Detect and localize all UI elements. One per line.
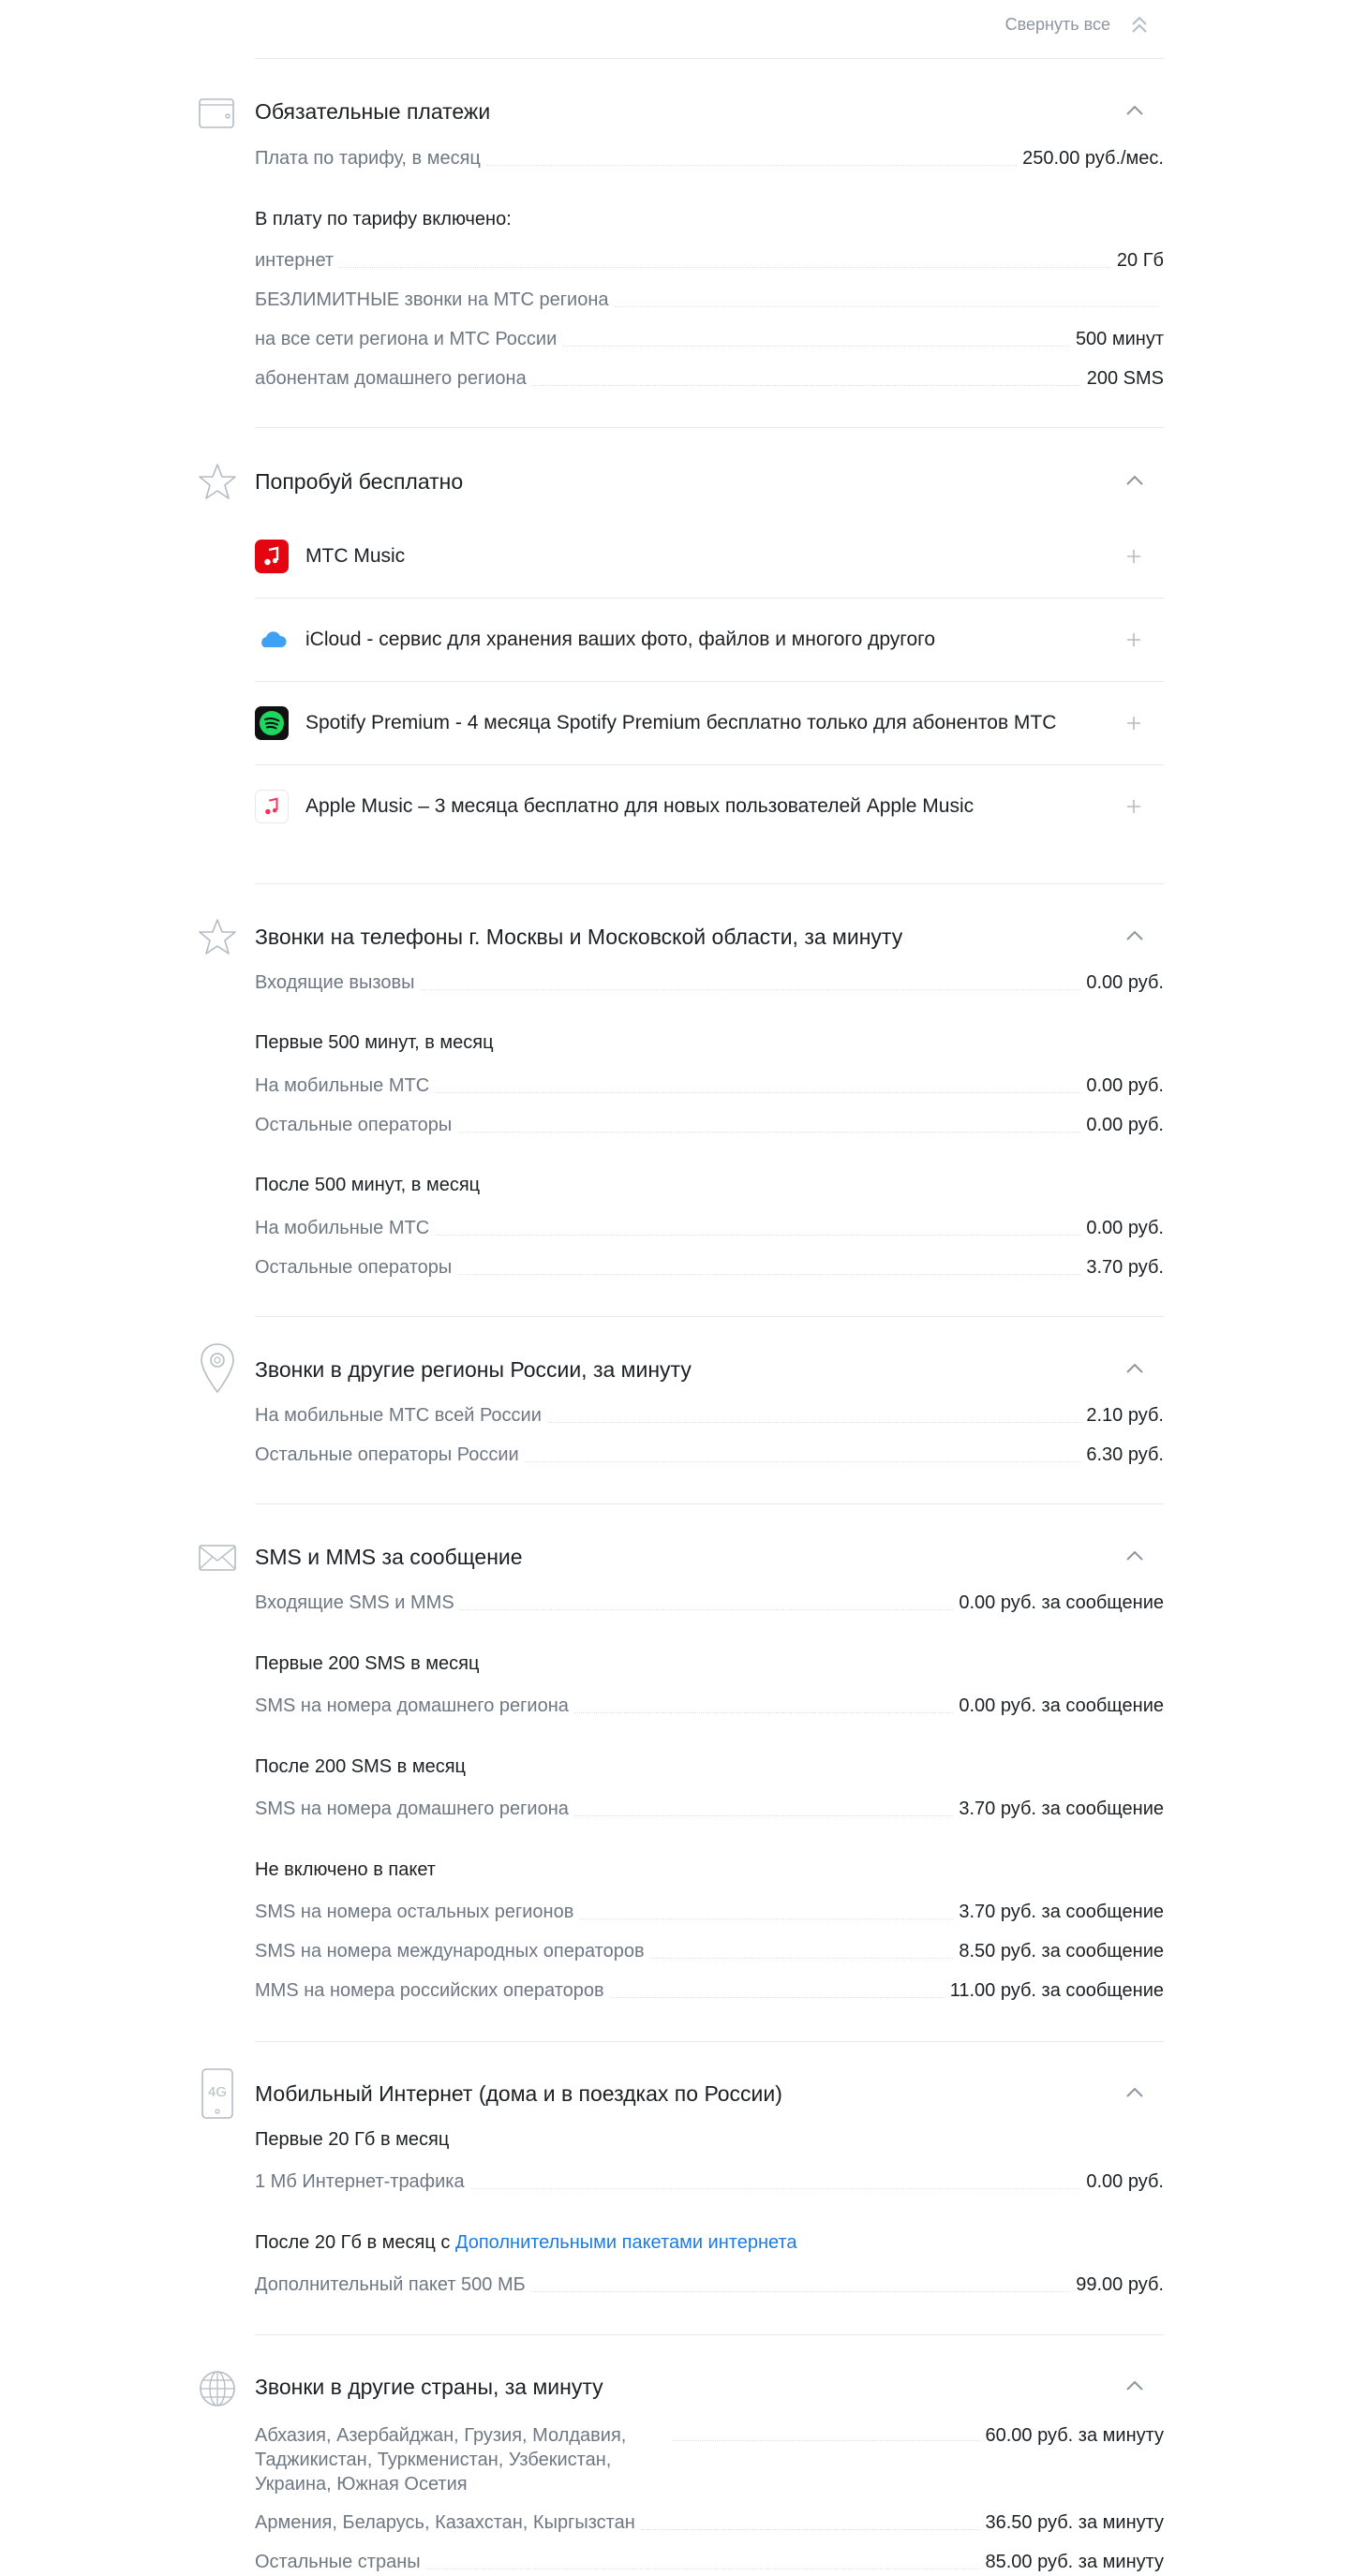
- row-label: Армения, Беларусь, Казахстан, Кыргызстан: [255, 2512, 635, 2533]
- trial-item-icloud[interactable]: [255, 599, 1164, 681]
- price-row: [255, 1110, 1164, 1138]
- divider: [255, 427, 1164, 428]
- trial-item-label: МТС Music: [305, 545, 406, 567]
- row-value: 3.70 руб. за сообщение: [959, 1799, 1164, 1819]
- row-label: БЕЗЛИМИТНЫЕ звонки на МТС региона: [255, 289, 609, 310]
- row-label: На мобильные МТС: [255, 1218, 430, 1238]
- row-label: Абхазия, Азербайджан, Грузия, Молдавия, Таджикистан, Туркменистан, Узбекистан, Украина, Южная Осетия: [255, 2425, 627, 2495]
- extra-packages-link[interactable]: Дополнительными пакетами интернета: [454, 2232, 797, 2253]
- price-row: [255, 1440, 1164, 1468]
- section-title-regions-calls: Звонки в другие регионы России, за минуту: [255, 1357, 692, 1382]
- row-value: 2.10 руб.: [1086, 1405, 1164, 1426]
- subheading: После 500 минут, в месяц: [255, 1175, 481, 1195]
- double-chevron-up-icon: [1129, 13, 1150, 36]
- row-value: 0.00 руб. за сообщение: [959, 1592, 1164, 1613]
- row-label: интернет: [255, 250, 335, 271]
- row-label: Остальные операторы: [255, 1115, 453, 1135]
- row-value: 3.70 руб. за сообщение: [959, 1902, 1164, 1922]
- row-value: 3.70 руб.: [1086, 1257, 1164, 1278]
- price-row: [255, 1071, 1164, 1099]
- star-icon: [197, 916, 238, 959]
- location-pin-icon: [197, 1341, 238, 1396]
- row-label: Дополнительный пакет 500 МБ: [255, 2274, 526, 2295]
- row-label: Остальные страны: [255, 2552, 421, 2572]
- row-value: 500 минут: [1075, 329, 1164, 349]
- price-row: [255, 968, 1164, 996]
- mts-music-icon: [255, 540, 289, 573]
- section-title-trial: Попробуй бесплатно: [255, 469, 464, 494]
- section-title-sms: SMS и MMS за сообщение: [255, 1545, 523, 1569]
- row-value: 250.00 руб./мес.: [1022, 148, 1164, 169]
- row-value: 6.30 руб.: [1086, 1444, 1164, 1465]
- row-value: 8.50 руб. за сообщение: [959, 1941, 1164, 1962]
- price-row: [255, 2167, 1164, 2195]
- row-value: 0.00 руб.: [1086, 1075, 1164, 1096]
- subheading-included: В плату по тарифу включено:: [255, 209, 512, 229]
- plus-icon[interactable]: [1124, 714, 1143, 733]
- apple-music-icon: [255, 790, 289, 823]
- row-value: 20 Гб: [1116, 250, 1164, 271]
- price-row: [255, 1213, 1164, 1241]
- chevron-up-icon[interactable]: [1124, 474, 1145, 487]
- row-label: Плата по тарифу, в месяц: [255, 148, 481, 169]
- icloud-icon: [255, 623, 289, 657]
- subheading: Первые 500 минут, в месяц: [255, 1032, 494, 1053]
- included-row: [255, 245, 1164, 274]
- price-row: [255, 1976, 1164, 2004]
- wallet-icon: [197, 92, 238, 135]
- divider: [255, 883, 1164, 884]
- divider: [255, 1503, 1164, 1504]
- trial-item-spotify[interactable]: [255, 682, 1164, 764]
- section-title-mandatory: Обязательные платежи: [255, 99, 491, 124]
- collapse-all-button[interactable]: [1000, 9, 1150, 39]
- price-row: [255, 1794, 1164, 1822]
- divider: [255, 2334, 1164, 2335]
- price-row: [255, 1897, 1164, 1925]
- row-label: Входящие вызовы: [255, 972, 415, 993]
- row-label: Остальные операторы: [255, 1257, 453, 1278]
- price-row: [255, 1400, 1164, 1429]
- price-row: [255, 1588, 1164, 1616]
- row-value: 99.00 руб.: [1076, 2274, 1164, 2295]
- row-label: На мобильные МТС: [255, 1075, 430, 1096]
- subheading: После 200 SMS в месяц: [255, 1756, 467, 1777]
- row-label: Остальные операторы России: [255, 1444, 519, 1465]
- chevron-up-icon[interactable]: [1124, 104, 1145, 117]
- price-row: [255, 2270, 1164, 2298]
- section-title-moscow-calls: Звонки на телефоны г. Москвы и Московской области, за минуту: [255, 925, 903, 949]
- trial-item-label: Apple Music – 3 месяца бесплатно для новых пользователей Apple Music: [305, 795, 975, 817]
- divider: [255, 2041, 1164, 2042]
- included-row: [255, 324, 1164, 352]
- fee-row: [255, 143, 1164, 171]
- subheading-prefix: После 20 Гб в месяц с: [255, 2232, 455, 2253]
- row-value: 0.00 руб.: [1086, 972, 1164, 993]
- price-row: [255, 1936, 1164, 1964]
- globe-icon: [197, 2367, 238, 2410]
- chevron-up-icon[interactable]: [1124, 2086, 1145, 2099]
- star-icon: [197, 461, 238, 504]
- row-label: SMS на номера домашнего региона: [255, 1695, 569, 1716]
- chevron-up-icon[interactable]: [1124, 1549, 1145, 1562]
- chevron-up-icon[interactable]: [1124, 2379, 1145, 2392]
- trial-item-label: Spotify Premium - 4 месяца Spotify Premium бесплатно только для абонентов МТС: [305, 712, 1057, 733]
- chevron-up-icon[interactable]: [1124, 1362, 1145, 1375]
- plus-icon[interactable]: [1124, 547, 1143, 566]
- trial-item-label: iCloud - сервис для хранения ваших фото, файлов и многого другого: [305, 629, 936, 650]
- trial-item-mts-music[interactable]: [255, 515, 1164, 598]
- row-label: SMS на номера остальных регионов: [255, 1902, 574, 1922]
- row-label: SMS на номера домашнего региона: [255, 1799, 569, 1819]
- row-label: на все сети региона и МТС России: [255, 329, 558, 349]
- divider: [255, 1316, 1164, 1317]
- row-value: 0.00 руб.: [1086, 1218, 1164, 1238]
- row-label: На мобильные МТС всей России: [255, 1405, 542, 1426]
- divider: [255, 58, 1164, 59]
- plus-icon[interactable]: [1124, 630, 1143, 649]
- price-row: [255, 2508, 1164, 2536]
- row-value: 200 SMS: [1086, 368, 1164, 389]
- section-title-intl-calls: Звонки в другие страны, за минуту: [255, 2375, 603, 2399]
- section-title-internet: Мобильный Интернет (дома и в поездках по России): [255, 2081, 782, 2106]
- price-row: [255, 1252, 1164, 1281]
- chevron-up-icon[interactable]: [1124, 929, 1145, 942]
- subheading: Не включено в пакет: [255, 1859, 436, 1880]
- phone-4g-icon: [197, 2066, 238, 2121]
- row-label: 1 Мб Интернет-трафика: [255, 2171, 465, 2192]
- price-row: [255, 2547, 1164, 2575]
- plus-icon[interactable]: [1124, 797, 1143, 816]
- subheading: Первые 20 Гб в месяц: [255, 2129, 450, 2150]
- price-row: [255, 1691, 1164, 1719]
- row-label: MMS на номера российских операторов: [255, 1980, 604, 2001]
- row-value: 0.00 руб. за сообщение: [959, 1695, 1164, 1716]
- included-row: [255, 363, 1164, 392]
- trial-item-apple-music[interactable]: [255, 765, 1164, 848]
- row-value: 60.00 руб. за минуту: [985, 2425, 1164, 2446]
- included-row: [255, 285, 1164, 313]
- row-value: 36.50 руб. за минуту: [985, 2512, 1164, 2533]
- collapse-all-label: Свернуть все: [1004, 14, 1110, 34]
- subheading: Первые 200 SMS в месяц: [255, 1653, 480, 1674]
- row-value: 85.00 руб. за минуту: [985, 2552, 1164, 2572]
- spotify-icon: [255, 706, 289, 740]
- envelope-icon: [197, 1536, 238, 1579]
- subheading-extra-packages: [255, 2231, 797, 2254]
- row-label: Входящие SMS и MMS: [255, 1592, 454, 1613]
- row-label: абонентам домашнего региона: [255, 368, 527, 389]
- row-label: SMS на номера международных операторов: [255, 1941, 645, 1962]
- row-value: 0.00 руб.: [1086, 1115, 1164, 1135]
- row-value: 11.00 руб. за сообщение: [949, 1980, 1164, 2001]
- price-row: [255, 2423, 1164, 2496]
- row-value: 0.00 руб.: [1086, 2171, 1164, 2192]
- phone-4g-icon-label: 4G: [207, 2084, 228, 2100]
